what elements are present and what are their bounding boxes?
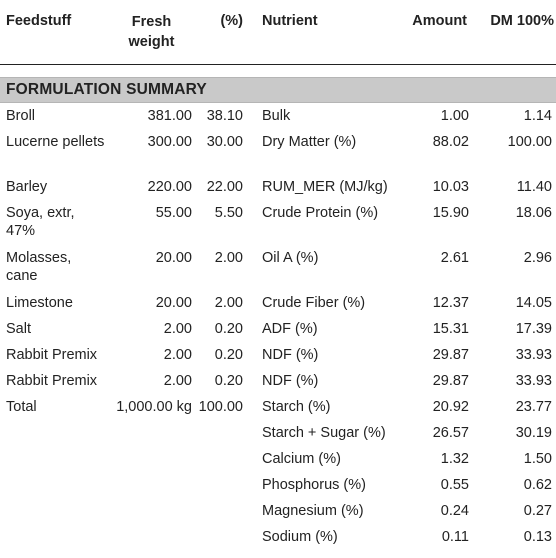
amount-cell: 12.37 <box>432 295 469 311</box>
header-feedstuff: Feedstuff <box>6 13 72 29</box>
table-row <box>0 103 556 129</box>
table-header <box>0 0 556 65</box>
amount-cell: 15.90 <box>432 205 469 221</box>
dm-cell: 1.50 <box>523 451 552 467</box>
percent-cell: 2.00 <box>214 250 243 266</box>
table-row <box>0 446 556 472</box>
table-row-total <box>0 394 556 420</box>
amount-cell: 2.61 <box>440 250 469 266</box>
percent-cell: 0.20 <box>214 321 243 337</box>
percent-cell: 30.00 <box>206 134 243 150</box>
amount-cell: 88.02 <box>432 134 469 150</box>
amount-cell: 26.57 <box>432 425 469 441</box>
header-nutrient: Nutrient <box>262 13 318 29</box>
table-row <box>0 129 556 174</box>
amount-cell: 1.32 <box>440 451 469 467</box>
dm-cell: 1.14 <box>523 108 552 124</box>
table-row <box>0 524 556 550</box>
feedstuff-cell: Total <box>6 399 37 415</box>
amount-cell: 10.03 <box>432 179 469 195</box>
feedstuff-cell: Soya, extr, 47% <box>6 205 75 239</box>
section-title: FORMULATION SUMMARY <box>6 81 207 98</box>
nutrient-cell: NDF (%) <box>262 347 319 363</box>
table-row <box>0 472 556 498</box>
table-row <box>0 342 556 368</box>
feedstuff-cell: Molasses, cane <box>6 250 72 284</box>
fresh-weight-cell: 2.00 <box>163 347 192 363</box>
nutrient-cell: Sodium (%) <box>262 529 338 545</box>
fresh-weight-cell: 1,000.00 kg <box>116 399 192 415</box>
nutrient-cell: Bulk <box>262 108 291 124</box>
amount-cell: 15.31 <box>432 321 469 337</box>
percent-cell: 0.20 <box>214 347 243 363</box>
nutrient-cell: Magnesium (%) <box>262 503 364 519</box>
dm-cell: 23.77 <box>515 399 552 415</box>
percent-cell: 5.50 <box>214 205 243 221</box>
header-amount: Amount <box>412 13 467 29</box>
table-row <box>0 290 556 316</box>
feedstuff-cell: Lucerne pellets <box>6 134 105 150</box>
nutrient-cell: Dry Matter (%) <box>262 134 357 150</box>
feedstuff-cell: Barley <box>6 179 48 195</box>
nutrient-cell: NDF (%) <box>262 373 319 389</box>
nutrient-cell: Crude Protein (%) <box>262 205 379 221</box>
dm-cell: 0.13 <box>523 529 552 545</box>
dm-cell: 2.96 <box>523 250 552 266</box>
percent-cell: 100.00 <box>198 399 243 415</box>
amount-cell: 29.87 <box>432 373 469 389</box>
feedstuff-cell: Broll <box>6 108 36 124</box>
fresh-weight-cell: 20.00 <box>155 295 192 311</box>
feedstuff-cell: Limestone <box>6 295 73 311</box>
table-row <box>0 420 556 446</box>
dm-cell: 33.93 <box>515 347 552 363</box>
fresh-weight-cell: 220.00 <box>147 179 192 195</box>
header-fresh-weight: Fresh weight <box>128 14 175 50</box>
feedstuff-cell: Salt <box>6 321 31 337</box>
dm-cell: 18.06 <box>515 205 552 221</box>
amount-cell: 0.24 <box>440 503 469 519</box>
amount-cell: 0.55 <box>440 477 469 493</box>
dm-cell: 0.62 <box>523 477 552 493</box>
nutrient-cell: RUM_MER (MJ/kg) <box>262 179 388 195</box>
feedstuff-cell: Rabbit Premix <box>6 373 98 389</box>
dm-cell: 30.19 <box>515 425 552 441</box>
nutrient-cell: Crude Fiber (%) <box>262 295 366 311</box>
table-row <box>0 368 556 394</box>
percent-cell: 0.20 <box>214 373 243 389</box>
feedstuff-cell: Rabbit Premix <box>6 347 98 363</box>
amount-cell: 20.92 <box>432 399 469 415</box>
header-percent: (%) <box>220 13 243 29</box>
amount-cell: 0.11 <box>441 529 469 545</box>
amount-cell: 1.00 <box>440 108 469 124</box>
fresh-weight-cell: 2.00 <box>163 373 192 389</box>
fresh-weight-cell: 381.00 <box>147 108 192 124</box>
percent-cell: 2.00 <box>214 295 243 311</box>
nutrient-cell: Calcium (%) <box>262 451 341 467</box>
percent-cell: 38.10 <box>206 108 243 124</box>
fresh-weight-cell: 55.00 <box>155 205 192 221</box>
table-row <box>0 498 556 524</box>
amount-cell: 29.87 <box>432 347 469 363</box>
fresh-weight-cell: 20.00 <box>155 250 192 266</box>
dm-cell: 0.27 <box>523 503 552 519</box>
table-row <box>0 245 556 290</box>
table-row <box>0 316 556 342</box>
section-header <box>0 77 556 103</box>
header-dm: DM 100% <box>490 13 554 29</box>
header-spacer <box>0 65 556 77</box>
dm-cell: 14.05 <box>515 295 552 311</box>
dm-cell: 11.40 <box>516 179 552 195</box>
nutrient-cell: Oil A (%) <box>262 250 319 266</box>
percent-cell: 22.00 <box>206 179 243 195</box>
fresh-weight-cell: 2.00 <box>163 321 192 337</box>
fresh-weight-cell: 300.00 <box>147 134 192 150</box>
nutrient-cell: Starch + Sugar (%) <box>262 425 386 441</box>
nutrient-cell: ADF (%) <box>262 321 318 337</box>
dm-cell: 100.00 <box>507 134 552 150</box>
dm-cell: 17.39 <box>515 321 552 337</box>
nutrient-cell: Starch (%) <box>262 399 331 415</box>
table-row <box>0 174 556 200</box>
nutrient-cell: Phosphorus (%) <box>262 477 366 493</box>
table-row <box>0 200 556 245</box>
dm-cell: 33.93 <box>515 373 552 389</box>
